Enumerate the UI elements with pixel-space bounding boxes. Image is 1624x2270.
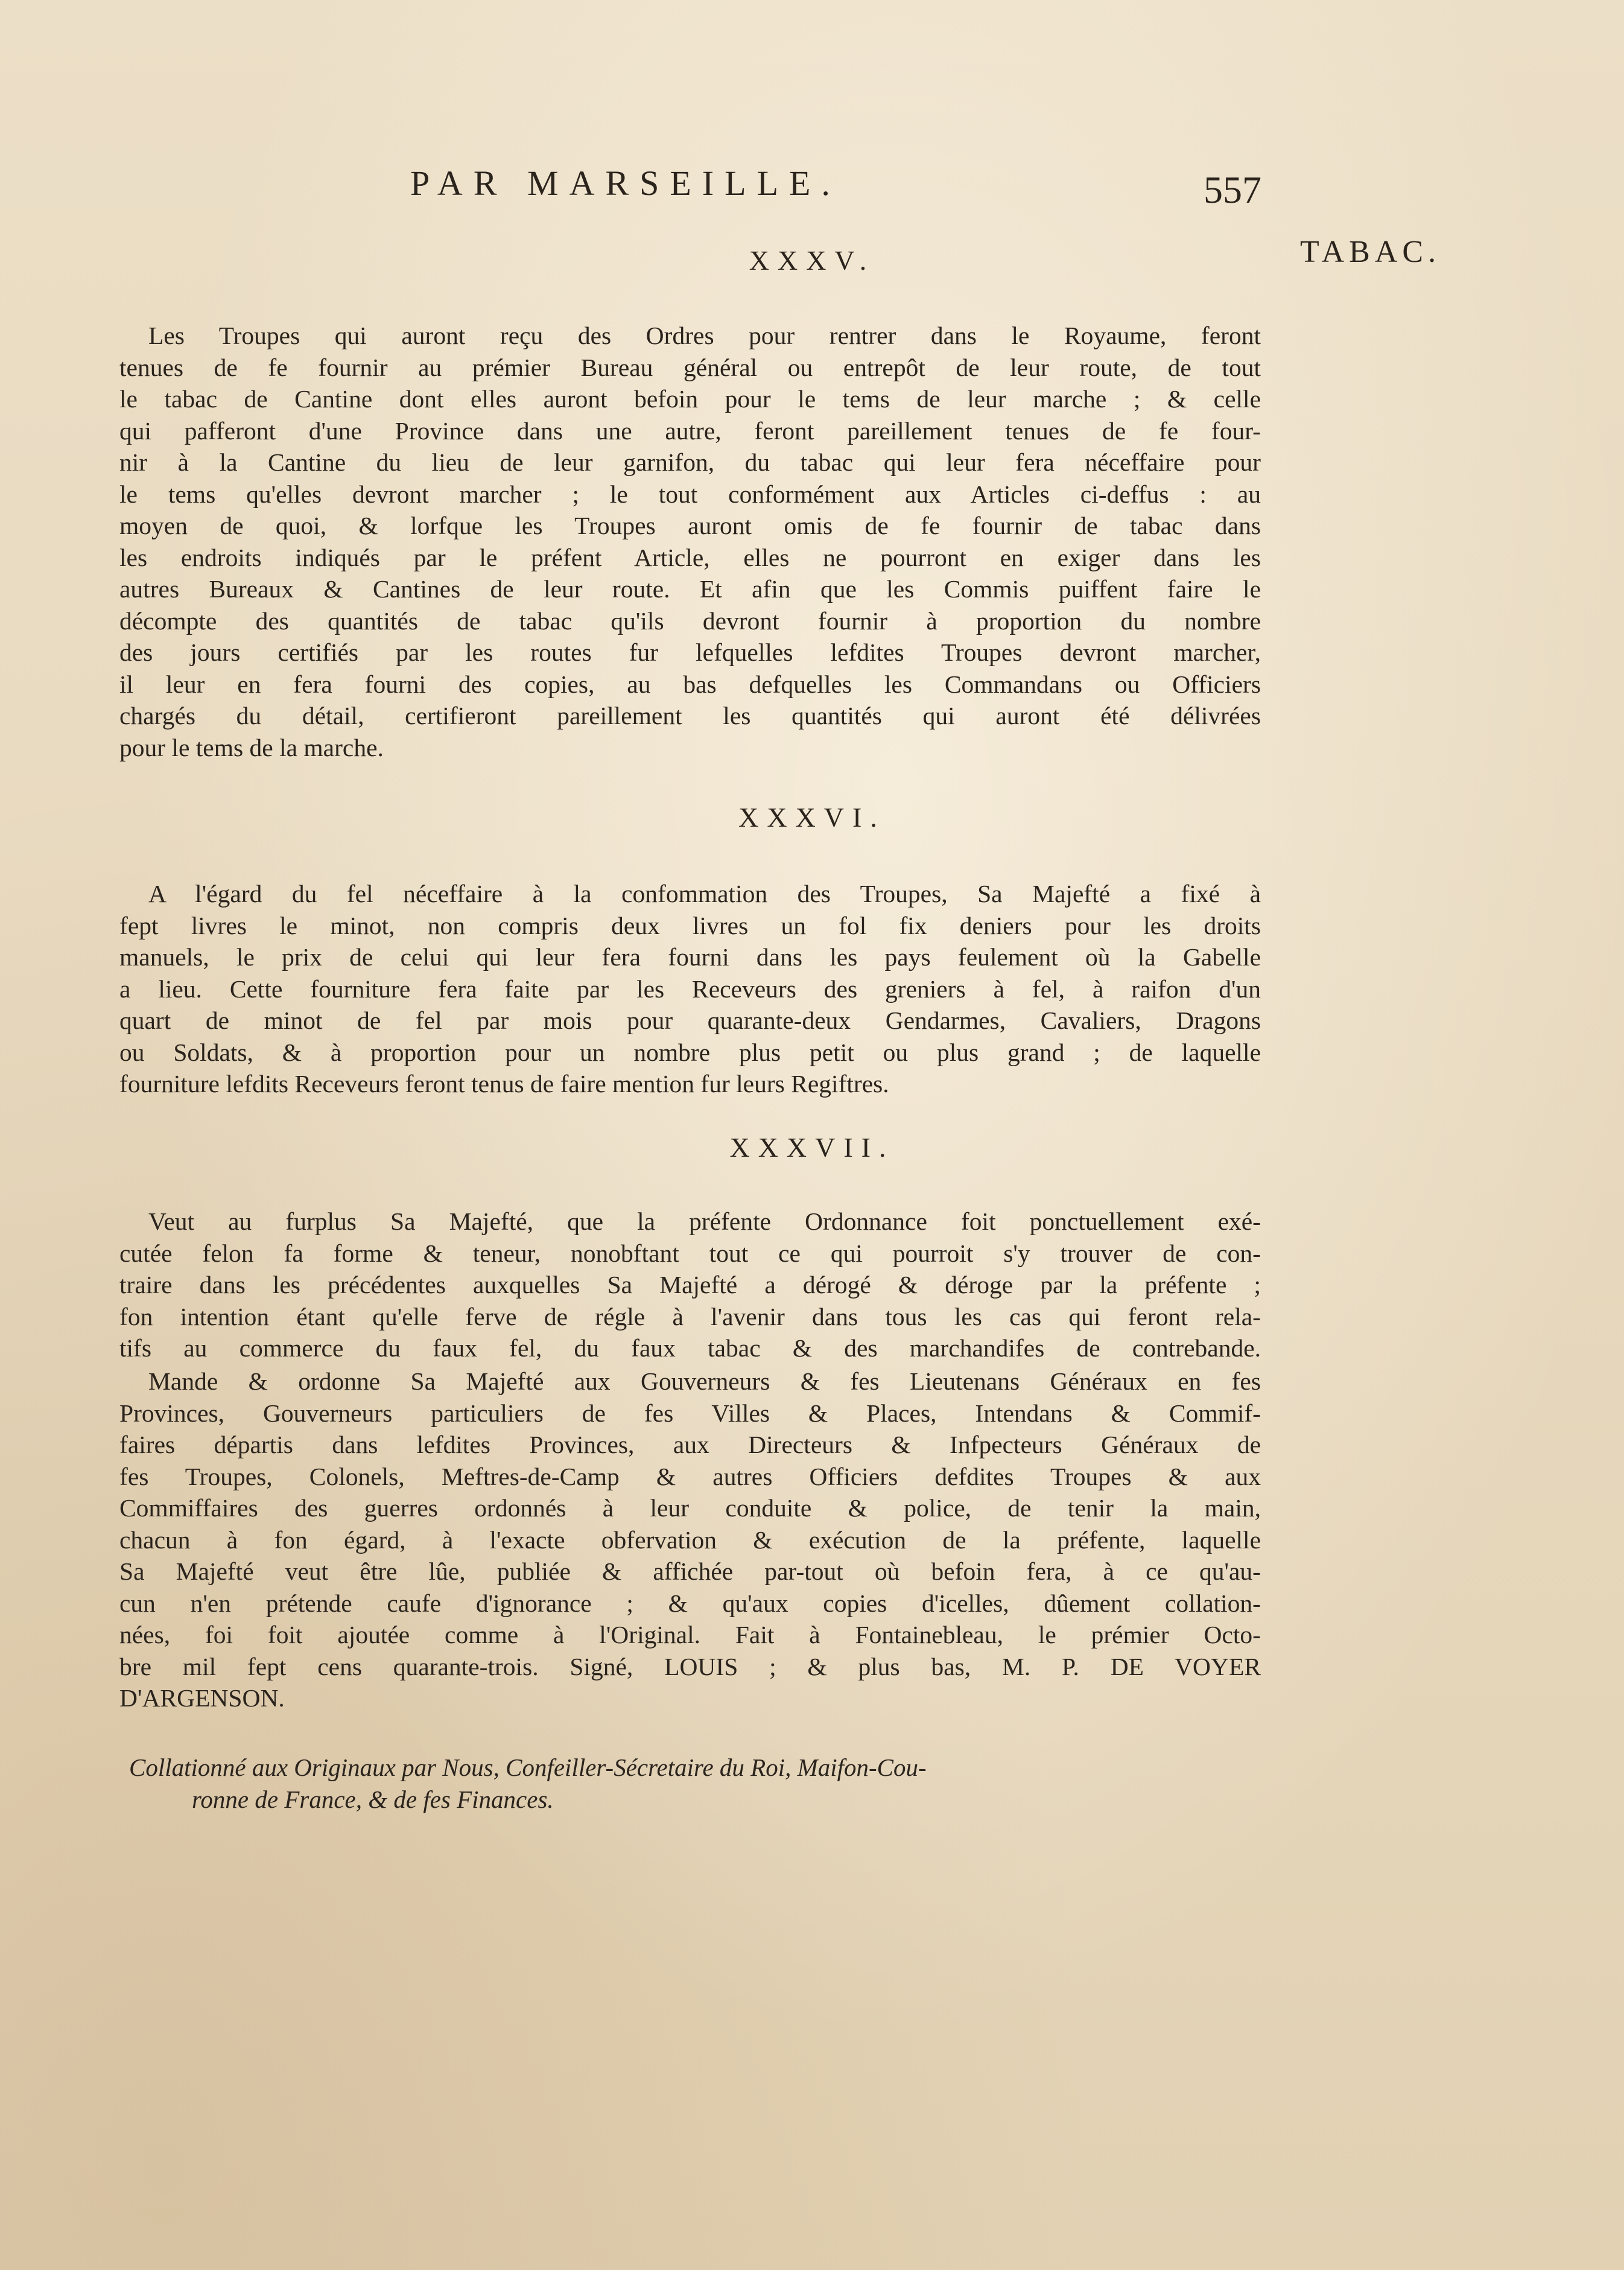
text-line: Mande & ordonne Sa Majefté aux Gouverneurs & fes Lieutenans Généraux en fes: [148, 1367, 1261, 1395]
text-line: cun n'en prétende caufe d'ignorance ; & qu'aux copies d'icelles, dûement collation-: [119, 1589, 1261, 1617]
text-line: Commiffaires des guerres ordonnés à leur conduite & police, de tenir la main,: [119, 1494, 1261, 1522]
text-line: ou Soldats, & à proportion pour un nombre plus petit ou plus grand ; de laquelle: [119, 1038, 1261, 1066]
text-line: décompte des quantités de tabac qu'ils devront fournir à proportion du nombre: [119, 606, 1261, 635]
collation-line: Collationné aux Originaux par Nous, Confeiller-Sécretaire du Roi, Maifon-Cou-: [129, 1753, 927, 1781]
text-line: Les Troupes qui auront reçu des Ordres pour rentrer dans le Royaume, feront: [148, 322, 1261, 349]
collation-line: ronne de France, & de fes Finances.: [192, 1785, 554, 1813]
running-title: PAR MARSEILLE.: [410, 164, 841, 203]
text-line: moyen de quoi, & lorfque les Troupes auront omis de fe fournir de tabac dans: [119, 512, 1261, 539]
text-line: qui pafferont d'une Province dans une autre, feront pareillement tenues de fe four-: [119, 416, 1261, 445]
text-line: traire dans les précédentes auxquelles Sa Majefté a dérogé & déroge par la préfente ;: [119, 1271, 1261, 1299]
text-line: A l'égard du fel néceffaire à la confommation des Troupes, Sa Majefté a fixé à: [148, 880, 1261, 908]
margin-note: TABAC.: [1300, 235, 1441, 269]
text-line: le tabac de Cantine dont elles auront befoin pour le tems de leur marche ; & celle: [119, 385, 1261, 413]
text-line: pour le tems de la marche.: [119, 733, 384, 761]
collation-note: [129, 1752, 1263, 1816]
text-line: fon intention étant qu'elle ferve de régle à l'avenir dans tous les cas qui feront rela-: [119, 1302, 1261, 1331]
text-line: autres Bureaux & Cantines de leur route. Et afin que les Commis puiffent faire le: [119, 575, 1261, 603]
text-line: a lieu. Cette fourniture fera faite par les Receveurs des greniers à fel, à raifon d'un: [119, 974, 1261, 1003]
text-line: cutée felon fa forme & teneur, nonobftant tout ce qui pourroit s'y trouver de con-: [119, 1239, 1261, 1267]
text-line: bre mil fept cens quarante-trois. Signé, LOUIS ; & plus bas, M. P. DE VOYER: [119, 1652, 1261, 1680]
text-line: D'ARGENSON.: [119, 1684, 285, 1712]
text-line: le tems qu'elles devront marcher ; le tout conformément aux Articles ci-deffus : au: [119, 480, 1261, 508]
text-line: nir à la Cantine du lieu de leur garnifon, du tabac qui leur fera néceffaire pour: [119, 448, 1261, 476]
text-line: chargés du détail, certifieront pareillement les quantités qui auront été délivrées: [119, 702, 1261, 730]
text-line: tifs au commerce du faux fel, du faux tabac & des marchandifes de contrebande.: [119, 1334, 1261, 1362]
text-line: nées, foi foit ajoutée comme à l'Original. Fait à Fontainebleau, le prémier Octo-: [119, 1621, 1261, 1648]
article-xxxvi-paragraph: [119, 878, 1261, 1100]
article-xxxv-paragraph: [119, 320, 1261, 763]
text-line: les endroits indiqués par le préfent Article, elles ne pourront en exiger dans les: [119, 543, 1261, 571]
text-line: des jours certifiés par les routes fur lefquelles lefdites Troupes devront marcher,: [119, 638, 1261, 666]
article-xxxvii-paragraph-1: [119, 1206, 1261, 1364]
text-line: Sa Majefté veut être lûe, publiée & affichée par-tout où befoin fera, à ce qu'au-: [119, 1557, 1261, 1585]
article-heading-xxxv: XXXV.: [749, 245, 875, 276]
article-xxxvii-paragraph-2: [119, 1365, 1261, 1714]
text-line: faires départis dans lefdites Provinces, aux Directeurs & Infpecteurs Généraux de: [119, 1431, 1261, 1458]
page-number: 557: [1204, 168, 1261, 211]
text-line: tenues de fe fournir au prémier Bureau général ou entrepôt de leur route, de tout: [119, 353, 1261, 381]
text-line: Provinces, Gouverneurs particuliers de fes Villes & Places, Intendans & Commif-: [119, 1399, 1261, 1427]
article-heading-xxxvii: XXXVII.: [729, 1132, 895, 1163]
text-line: fes Troupes, Colonels, Meftres-de-Camp & autres Officiers defdites Troupes & aux: [119, 1462, 1261, 1490]
text-line: il leur en fera fourni des copies, au bas defquelles les Commandans ou Officiers: [119, 670, 1261, 698]
text-line: Veut au furplus Sa Majefté, que la préfente Ordonnance foit ponctuellement exé-: [148, 1207, 1261, 1235]
text-line: manuels, le prix de celui qui leur fera fourni dans les pays feulement où la Gabelle: [119, 943, 1261, 971]
text-line: fept livres le minot, non compris deux livres un fol fix deniers pour les droits: [119, 911, 1261, 939]
text-line: fourniture lefdits Receveurs feront tenus de faire mention fur leurs Regiftres.: [119, 1070, 889, 1098]
article-heading-xxxvi: XXXVI.: [738, 802, 886, 833]
text-line: chacun à fon égard, à l'exacte obfervation & exécution de la préfente, laquelle: [119, 1525, 1261, 1554]
text-line: quart de minot de fel par mois pour quarante-deux Gendarmes, Cavaliers, Dragons: [119, 1006, 1261, 1034]
